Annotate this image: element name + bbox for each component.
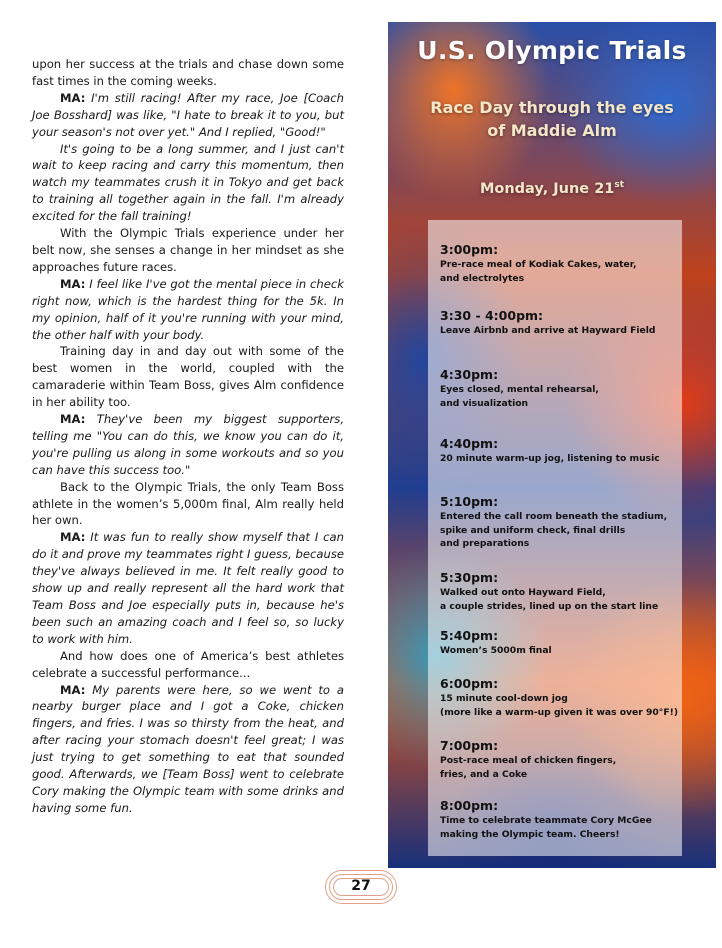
page-number: 27: [351, 878, 371, 894]
schedule-entry: [440, 628, 686, 658]
schedule-detail: Post-race meal of chicken fingers,: [440, 755, 617, 766]
schedule-detail: spike and uniform check, final drills: [440, 524, 626, 536]
schedule-detail: Eyes closed, mental rehearsal,: [440, 384, 599, 395]
schedule-detail: and electrolytes: [440, 272, 525, 284]
schedule-time: 3:00pm:: [440, 242, 499, 257]
speaker-label: MA:: [60, 530, 86, 545]
quote-paragraph: [32, 411, 344, 479]
schedule-detail: Time to celebrate teammate Cory McGee: [440, 815, 652, 826]
schedule-time: 8:00pm:: [440, 798, 499, 813]
schedule-detail: and visualization: [440, 397, 529, 409]
quote-paragraph: [32, 682, 344, 817]
schedule-time: 4:30pm:: [440, 367, 499, 382]
quote-paragraph: [32, 276, 344, 344]
race-date: [388, 180, 716, 197]
quote-text: It was fun to really show myself that I can do it and prove my teammates right I guess, because they've always believed in me. It felt really good to show up and really represent all the hard work that Team Boss and Joe especially puts in, because he's been such an amazing coach and I feel so, so lucky to work with him.: [32, 530, 345, 646]
quote-paragraph: [32, 90, 344, 141]
schedule-detail: Leave Airbnb and arrive at Hayward Field: [440, 325, 656, 336]
speaker-label: MA:: [60, 412, 86, 427]
schedule-entry: [440, 367, 686, 410]
schedule-detail: Pre-race meal of Kodiak Cakes, water,: [440, 259, 637, 270]
sidebar-title: U.S. Olympic Trials: [417, 36, 687, 65]
race-day-sidebar: [388, 22, 716, 868]
schedule-time: 4:40pm:: [440, 436, 499, 451]
schedule-time: 6:00pm:: [440, 676, 499, 691]
schedule-detail: (more like a warm-up given it was over 90°F!): [440, 706, 679, 718]
schedule-entry: [440, 308, 686, 338]
sidebar-subtitle: [388, 96, 716, 142]
speaker-label: MA:: [60, 90, 86, 105]
article-body: [32, 56, 344, 817]
schedule-time: 5:30pm:: [440, 570, 499, 585]
speaker-label: MA:: [60, 682, 86, 697]
quote-paragraph: [32, 529, 344, 647]
quote-paragraph: It's going to be a long summer, and I just can't wait to keep racing and carry this momentum, then watch my teammates crush it in Tokyo and get back to training all together again in the fall. I'm already excited for the fall training!: [32, 141, 344, 224]
schedule-detail: Entered the call room beneath the stadium,: [440, 511, 668, 522]
speaker-label: MA:: [60, 276, 86, 291]
quote-text: I feel like I've got the mental piece in check right now, which is the hardest thing for the 5k. In my opinion, half of it you're running with your mind, the other half with your body.: [32, 276, 345, 342]
schedule-entry: [440, 494, 686, 551]
quote-text: I'm still racing! After my race, Joe [Coach Joe Bosshard] was like, "I hate to break it to you, but your season's not over yet." And I replied, "Good!": [32, 90, 344, 139]
schedule-entry: [440, 798, 686, 841]
subtitle-line: of Maddie Alm: [487, 121, 617, 140]
paragraph: And how does one of America’s best athletes celebrate a successful performance...: [32, 648, 344, 680]
schedule-time: 5:40pm:: [440, 628, 499, 643]
schedule-panel: [428, 220, 682, 856]
schedule-time: 5:10pm:: [440, 494, 499, 509]
schedule-detail: Walked out onto Hayward Field,: [440, 587, 606, 598]
schedule-entry: [440, 738, 686, 781]
quote-text: My parents were here, so we went to a nearby burger place and I got a Coke, chicken fingers, and fries. I was so thirsty from the heat, and after racing your stomach doesn't feel great; I was just trying to get something to eat that sounded good. Afterwards, we [Team Boss] went to celebrate Cory making the Olympic team with some drinks and having some fun.: [32, 682, 344, 815]
schedule-entry: [440, 570, 686, 613]
paragraph: With the Olympic Trials experience under her belt now, she senses a change in her mindset as she approaches future races.: [32, 226, 344, 274]
schedule-time: 7:00pm:: [440, 738, 499, 753]
race-date-text: Monday, June 21: [479, 180, 615, 197]
schedule-time: 3:30 - 4:00pm:: [440, 308, 544, 323]
quote-text: They've been my biggest supporters, telling me "You can do this, we know you can do it, you're pulling us along in some workouts and so you can have this success too.": [32, 412, 345, 477]
schedule-detail: Women’s 5000m final: [440, 645, 552, 656]
schedule-detail: 20 minute warm-up jog, listening to music: [440, 453, 660, 464]
schedule-detail: 15 minute cool-down jog: [440, 693, 568, 704]
schedule-entry: [440, 436, 686, 466]
paragraph: upon her success at the trials and chase down some fast times in the coming weeks.: [32, 57, 344, 88]
schedule-entry: [440, 242, 686, 285]
schedule-detail: making the Olympic team. Cheers!: [440, 828, 620, 840]
page-number-badge: [325, 870, 397, 904]
schedule-entry: [440, 676, 686, 719]
schedule-detail: and preparations: [440, 538, 530, 549]
schedule-detail: a couple strides, lined up on the start line: [440, 600, 659, 612]
paragraph: Training day in and day out with some of the best women in the world, coupled with the camaraderie within Team Boss, gives Alm confidence in her ability too.: [32, 344, 344, 410]
paragraph: Back to the Olympic Trials, the only Team Boss athlete in the women’s 5,000m final, Alm really held her own.: [32, 479, 344, 528]
schedule-detail: fries, and a Coke: [440, 768, 528, 780]
race-date-suffix: st: [614, 180, 625, 190]
subtitle-line: Race Day through the eyes: [430, 98, 674, 117]
